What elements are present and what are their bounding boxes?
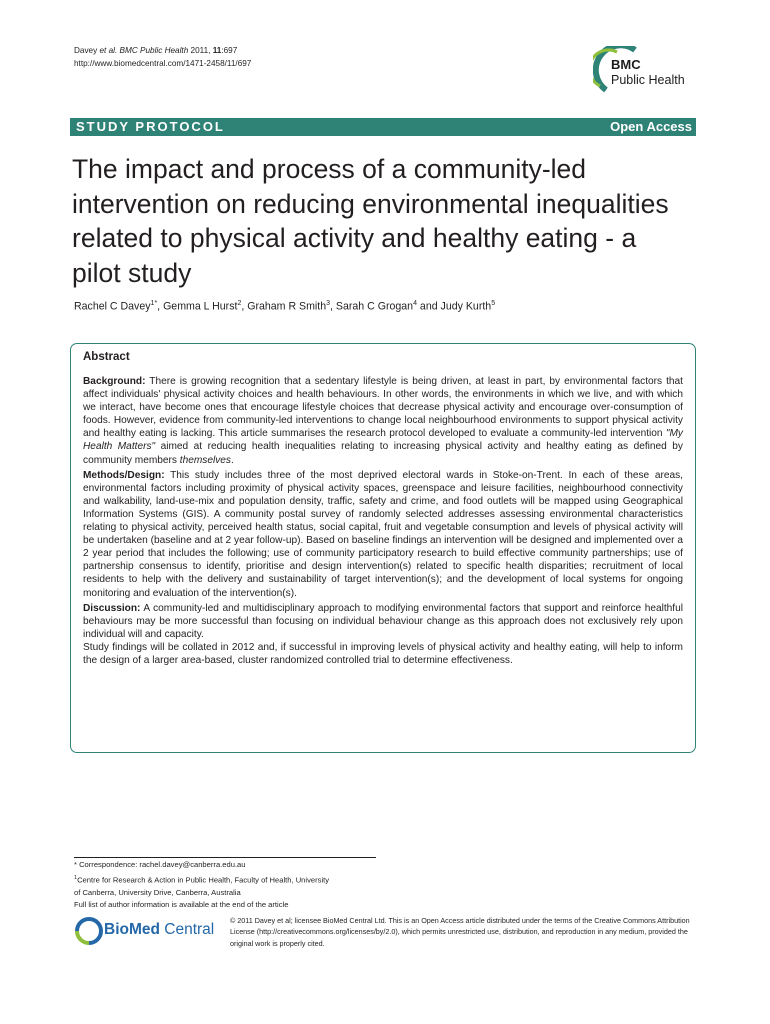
background-italic: "My Health Matters"	[83, 428, 683, 453]
article-title: The impact and process of a community-led intervention on reducing environmental inequalities related to physical activity and healthy eating - a pilot study	[72, 154, 669, 288]
affiliation-line: of Canberra, University Drive, Canberra, Australia	[74, 887, 241, 897]
license-text: © 2011 Davey et al; licensee BioMed Central Ltd. This is an Open Access article distributed under the terms of the Creative Commons Attribution License (http://creativecommons.org/licenses/by/2.0), which permits unrestricted use, distribution, and reproduction in any medium, provided the original work is properly cited.	[230, 916, 690, 948]
bmc-public-health-logo	[593, 46, 703, 94]
author-affiliation-sup[interactable]: 3	[326, 300, 331, 307]
affiliation-note	[74, 872, 329, 887]
author-info-note: Full list of author information is available at the end of the article	[74, 900, 289, 910]
footnote-divider	[74, 857, 376, 858]
affiliation-sup: 1	[74, 874, 78, 881]
citation-header	[74, 44, 251, 70]
citation-year: 2011,	[188, 46, 213, 55]
citation-volume: 11	[212, 46, 222, 55]
logo-line-2: Public Health	[611, 73, 685, 87]
background-text: aimed at reducing health inequalities relating to increasing physical activity and healthy eating as defined by community members	[83, 441, 683, 466]
abstract-background	[83, 375, 683, 467]
citation-etal: et al.	[97, 46, 118, 55]
author-name: Gemma L Hurst	[163, 300, 238, 313]
article-type-label: STUDY PROTOCOL	[76, 119, 225, 134]
author-name: Rachel C Davey	[74, 300, 151, 313]
author-separator: ,	[241, 300, 248, 313]
methods-label: Methods/Design:	[83, 469, 165, 481]
abstract-discussion	[83, 602, 683, 641]
discussion-label: Discussion:	[83, 602, 141, 614]
abstract-methods	[83, 469, 683, 600]
methods-text: This study includes three of the most deprived electoral wards in Stoke-on-Trent. In each of these areas, environmental factors including proximity of physical activity spaces, greenspace and leisure facilities, neighbourhood connectivity and walkability, land-use-mix and population density, traffic, safety and crime, and food outlets will be mapped using Geographical Information Systems (GIS). A community postal survey of randomly selected addresses assessing environmental characteristics relating to physical activity, perceived health status, social capital, fruit and vegetable consumption and levels of physical activity will be undertaken (baseline and at 2 year follow-up). Based on baseline findings an intervention will be designed and implemented over a 2 year period that includes the following; use of community participatory research to build effective community partnerships; use of partnership consensus to identify, prioritise and design intervention(s) related to specific health disparities; recruitment of local residents to help with the delivery and sustainability of target intervention(s); and the development of local systems for ongoing monitoring and evaluation of the intervention(s).	[83, 469, 683, 599]
biomed-central-wordmark	[104, 921, 214, 939]
author-name: Sarah C Grogan	[335, 300, 414, 313]
abstract-heading: Abstract	[83, 351, 130, 363]
citation-page: :697	[221, 46, 238, 55]
author-affiliation-sup[interactable]: 5	[491, 300, 496, 307]
article-type-banner	[70, 118, 696, 136]
wordmark-central: Central	[159, 921, 215, 938]
citation-url[interactable]: http://www.biomedcentral.com/1471-2458/11/697	[74, 59, 252, 68]
affiliation-line: Centre for Research & Action in Public Health, Faculty of Health, University	[77, 875, 330, 885]
background-italic: themselves	[179, 454, 231, 466]
open-access-label: Open Access	[610, 119, 692, 134]
author-affiliation-sup[interactable]: 4	[413, 300, 417, 307]
author-affiliation-sup[interactable]: 1*	[150, 300, 158, 307]
author-separator: and	[416, 300, 441, 313]
author-name: Graham R Smith	[247, 300, 327, 313]
citation-authors: Davey	[74, 46, 98, 55]
background-text: There is growing recognition that a sedentary lifestyle is being driven, at least in part, by environmental factors that affect individuals' physical activity choices and health behaviours. In other words, the environments in which we live, and with which we interact, have become ones that encourage lifestyle choices that decrease physical activity and encourage over-consumption of foods. However, evidence from community-led interventions to change local neighbourhood environments to support physical activity and healthy eating is lacking. This article summarises the research protocol developed to evaluate a community-led intervention	[83, 376, 683, 440]
wordmark-biomed: BioMed	[104, 921, 160, 938]
logo-line-1: BMC	[611, 57, 641, 72]
correspondence-note: * Correspondence: rachel.davey@canberra.edu.au	[74, 860, 246, 869]
abstract-body	[83, 375, 683, 669]
author-separator: ,	[157, 300, 164, 313]
author-separator: ,	[330, 300, 336, 313]
biomed-central-swirl-icon	[74, 914, 104, 948]
citation-line	[74, 44, 251, 57]
background-text: .	[231, 454, 234, 466]
citation-journal: BMC Public Health	[119, 46, 189, 55]
biomed-central-logo	[74, 914, 224, 948]
abstract-discussion-continued: Study findings will be collated in 2012 and, if successful in improving levels of physical activity and healthy eating, will help to inform the design of a larger area-based, cluster randomized controlled trial to determine effectiveness.	[83, 641, 683, 666]
author-affiliation-sup[interactable]: 2	[237, 300, 242, 307]
background-label: Background:	[83, 376, 146, 387]
footnotes	[74, 859, 329, 912]
abstract-box	[70, 343, 696, 753]
discussion-text: A community-led and multidisciplinary approach to modifying environmental factors that support and reinforce healthful behaviours may be more successful than focusing on individual behaviour change as this approach does not exclusively rely upon individual will and capacity.	[83, 602, 683, 640]
author-list	[74, 300, 495, 313]
author-name: Judy Kurth	[440, 300, 492, 313]
